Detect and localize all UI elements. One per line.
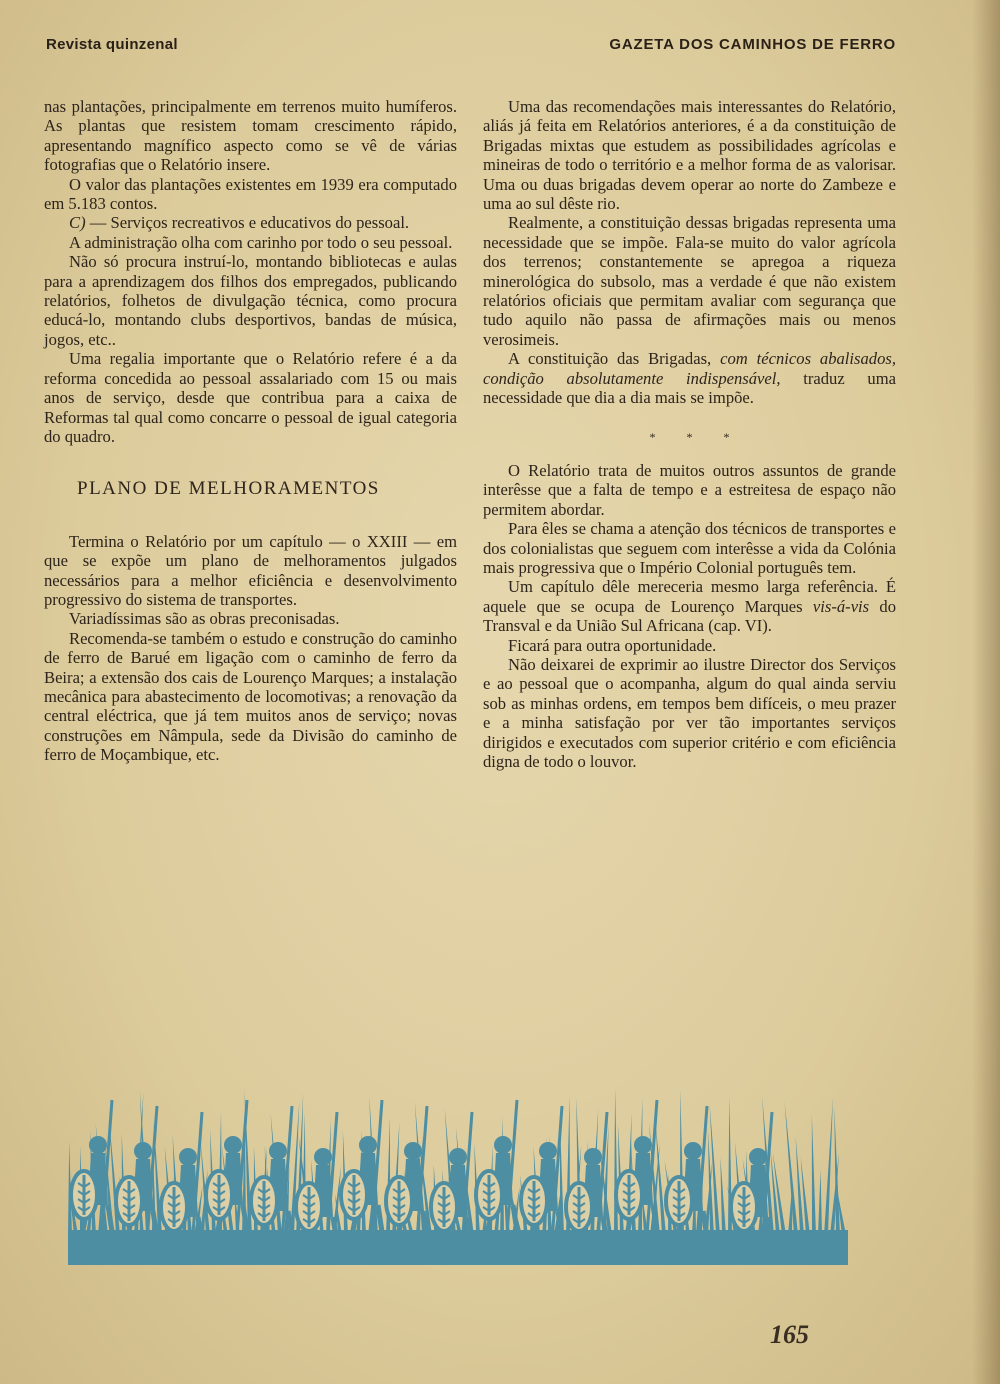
item-label: C) bbox=[69, 213, 86, 233]
paragraph bbox=[44, 213, 457, 232]
text-run: A constituição das Brigadas, bbox=[508, 349, 721, 369]
warrior-head bbox=[584, 1148, 602, 1166]
paragraph: Para êles se chama a atenção dos técnicos de transportes e dos colonialistas que seguem com interêsse a vida da Colónia mais progressiva que o Império Colonial português tem. bbox=[483, 519, 896, 577]
running-header-right: GAZETA DOS CAMINHOS DE FERRO bbox=[609, 36, 896, 53]
paragraph: Termina o Relatório por um capítulo — o XXIII — em que se expõe um plano de melhoramentos julgados necessários para a melhor eficiência e desenvolvimento progressivo do sistema de transportes. bbox=[44, 531, 457, 609]
paragraph: Uma das recomendações mais interessantes do Relatório, aliás já feita em Relatórios anteriores, é a da constituição de Brigadas mixtas que estudem as possibilidades agrícolas e mineiras de todo o território e a melhor forma de as valorisar. Uma ou duas brigadas devem operar ao norte do Zambeze e uma ao sul dêste rio. bbox=[483, 97, 896, 214]
warrior-head bbox=[749, 1148, 767, 1166]
paragraph: O Relatório trata de muitos outros assuntos de grande interêsse que a falta de tempo e a estreitesa de espaço não permitem abordar. bbox=[483, 460, 896, 519]
warrior-head bbox=[359, 1136, 377, 1154]
warrior-head bbox=[134, 1142, 152, 1160]
text-run: Um capítulo dêle mereceria mesmo larga referência. É aquele que se ocupa de Lourenço Marques bbox=[483, 577, 896, 616]
paragraph: Não deixarei de exprimir ao ilustre Director dos Serviços e ao pessoal que o acompanha, algum do qual ainda serviu sob as minhas ordens, em tempos bem difíceis, o meu prazer e a minha satisfação por ver tão importantes serviços dirigidos e executados com superior critério e com eficiência digna de todo o louvor. bbox=[483, 654, 896, 771]
paragraph bbox=[483, 577, 896, 635]
warrior-head bbox=[89, 1136, 107, 1154]
grass-blade bbox=[614, 1088, 618, 1235]
grass-blade bbox=[824, 1097, 833, 1235]
warrior-head bbox=[404, 1142, 422, 1160]
paragraph: Não só procura instruí-lo, montando bibliotecas e aulas para a aprendizagem dos filhos dos empregados, publicando relatórios, folhetos de divulgação técnica, como procura educá-lo, montando clubs desportivos, bandas de música, jogos, etc.. bbox=[44, 252, 457, 349]
warrior-head bbox=[539, 1142, 557, 1160]
text-run: do Transval e da União Sul Africana (cap. VI). bbox=[483, 596, 896, 636]
paragraph: Ficará para outra oportunidade. bbox=[508, 635, 717, 655]
paragraph: nas plantações, principalmente em terrenos muito humíferos. As plantas que resistem tomam crescimento rápido, apresentando magnífico aspecto como se vê de várias fotografias que o Relatório insere. bbox=[44, 97, 457, 175]
warrior-head bbox=[224, 1136, 242, 1154]
text-run: traduz uma necessidade que dia a dia mais se impõe. bbox=[483, 368, 896, 408]
paragraph: Variadíssimas são as obras preconisadas. bbox=[69, 609, 340, 629]
paragraph: A administração olha com carinho por todo o seu pessoal. bbox=[69, 232, 453, 252]
warrior-head bbox=[179, 1148, 197, 1166]
grass-blade bbox=[818, 1170, 822, 1235]
warrior-head bbox=[314, 1148, 332, 1166]
paragraph bbox=[483, 349, 896, 407]
section-title: PLANO DE MELHORAMENTOS bbox=[77, 478, 380, 500]
warrior-head bbox=[634, 1136, 652, 1154]
paragraph: Recomenda-se também o estudo e construção do caminho de ferro de Barué em ligação com o caminho de ferro da Beira; a extensão dos cais de Lourenço Marques; a instalação mecânica para abastecimento de locomotivas; a renovação da central eléctrica, que já tem muitos anos de serviço; novas construções em Nâmpula, sede da Divisão do caminho de ferro de Moçambique, etc. bbox=[44, 628, 457, 765]
italic-run: vis-á-vis bbox=[812, 596, 870, 616]
warrior-head bbox=[684, 1142, 702, 1160]
grass-blade bbox=[720, 1157, 726, 1235]
right-column bbox=[483, 97, 896, 771]
paragraph: Realmente, a constituição dessas brigadas representa uma necessidade que se impõe. Fala-se muito do valor agrícola dos terrenos; constantemente se apregoa a riqueza minerológica do subsolo, mas a verdade é que não existem relatórios oficiais que permitam avaliar com segurança que tudo aquilo não passa de afirmações mais ou menos verosimeis. bbox=[483, 213, 896, 349]
page-number: 165 bbox=[770, 1320, 809, 1349]
section-separator: * * * bbox=[649, 429, 744, 444]
warrior-head bbox=[449, 1148, 467, 1166]
warrior-head bbox=[494, 1136, 512, 1154]
item-text: — Serviços recreativos e educativos do pessoal. bbox=[85, 213, 410, 233]
warrior-head bbox=[269, 1142, 287, 1160]
left-column bbox=[44, 97, 457, 765]
italic-run: com técnicos abalisados, condição absolutamente indispensável, bbox=[483, 349, 896, 388]
frieze-ground bbox=[68, 1230, 848, 1265]
warriors-frieze-illustration bbox=[68, 1075, 848, 1265]
grass-blade bbox=[812, 1114, 816, 1235]
paragraph: O valor das plantações existentes em 1939 era computado em 5.183 contos. bbox=[44, 174, 457, 214]
running-header-left: Revista quinzenal bbox=[46, 36, 178, 53]
paragraph: Uma regalia importante que o Relatório refere é a da reforma concedida ao pessoal assalariado com 15 ou mais anos de serviço, desde que contribua para a caixa de Reformas tal qual como concarre o pessoal de igual categoria do quadro. bbox=[44, 349, 457, 446]
